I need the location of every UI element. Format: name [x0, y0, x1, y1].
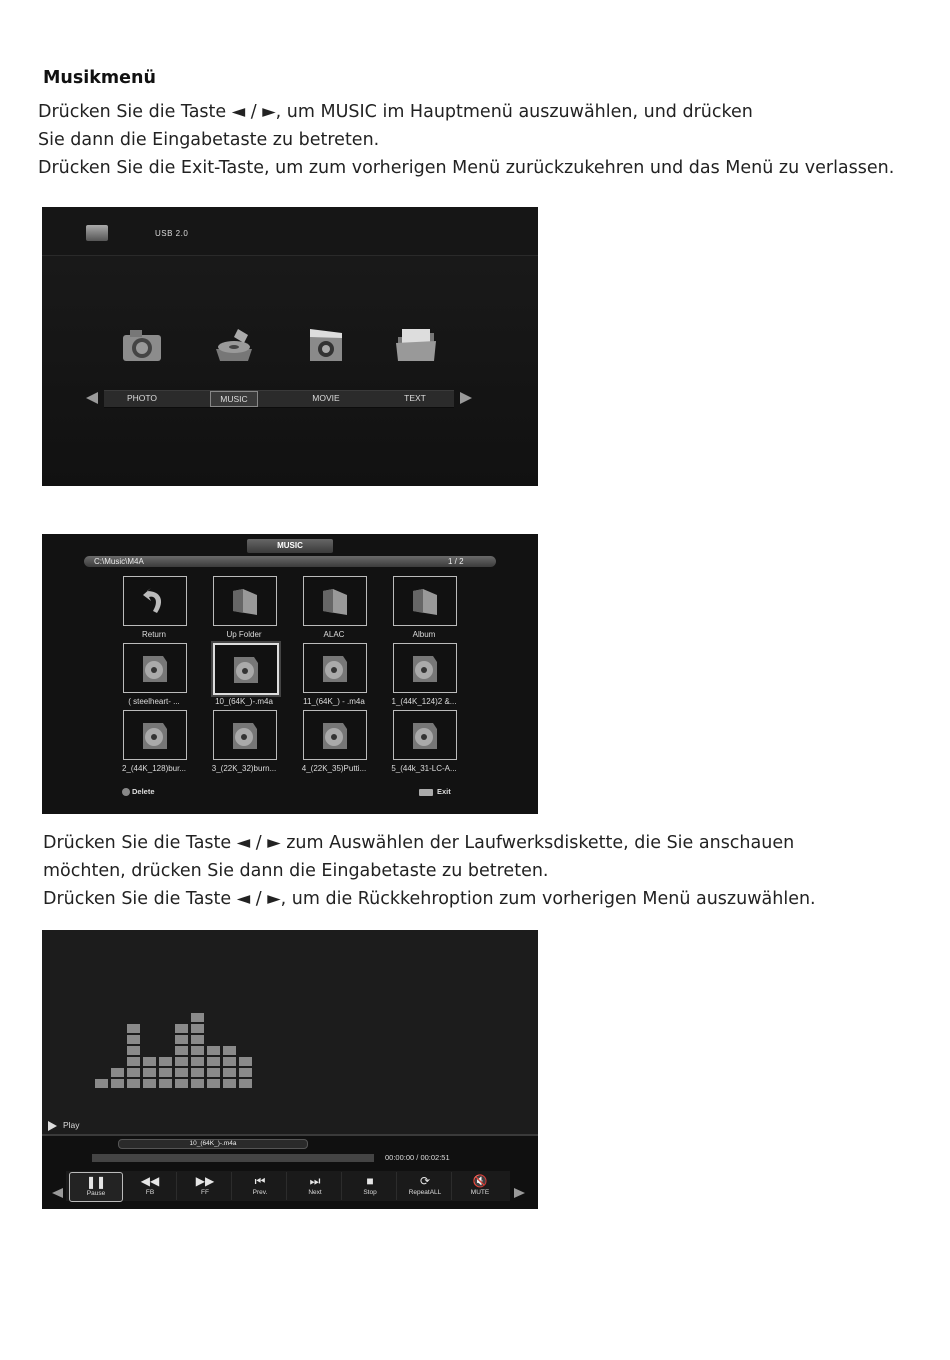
equalizer-cell: [143, 1079, 156, 1088]
equalizer-cell: [191, 1024, 204, 1033]
pause-button[interactable]: [69, 1172, 123, 1202]
time-display: 00:00:00 / 00:02:51: [385, 1153, 450, 1162]
tile-label: 4_(22K_35)Putti...: [301, 764, 367, 773]
equalizer-cell: [191, 1079, 204, 1088]
intro-line: Drücken Sie die Taste ◄ / ►, um MUSIC im Hauptmenü auszuwählen, und drücken: [38, 102, 753, 122]
nav-right-arrow[interactable]: [460, 392, 472, 404]
equalizer-cell: [207, 1046, 220, 1055]
intro-line: Sie dann die Eingabetaste zu betreten.: [38, 130, 380, 150]
music-browser-screenshot: [42, 534, 538, 814]
equalizer-cell: [191, 1046, 204, 1055]
equalizer-cell: [127, 1046, 140, 1055]
device-label: USB 2.0: [155, 229, 189, 238]
fast-forward-label: FF: [201, 1189, 209, 1196]
music-file-icon: [321, 652, 349, 684]
tile-music-file-selected[interactable]: [213, 643, 279, 695]
nav-left-arrow[interactable]: [86, 392, 98, 404]
section-heading: Musikmenü: [43, 68, 156, 88]
path-bar: [84, 556, 496, 567]
equalizer-cell: [127, 1079, 140, 1088]
progress-bar[interactable]: [92, 1154, 374, 1162]
delete-key-icon: [122, 788, 130, 796]
tile-label: Up Folder: [226, 630, 262, 639]
next-button[interactable]: [289, 1172, 342, 1200]
tile-music-file[interactable]: [123, 710, 187, 760]
tile-music-file[interactable]: [393, 643, 457, 693]
fast-backward-label: FB: [145, 1189, 155, 1196]
music-file-icon: [141, 719, 169, 751]
tile-music-file[interactable]: [123, 643, 187, 693]
intro-paragraph: [38, 98, 894, 182]
music-file-icon: [141, 652, 169, 684]
usb-icon: [86, 225, 108, 241]
instruction-line: Drücken Sie die Taste ◄ / ►, um die Rückkehroption zum vorherigen Menü auszuwählen.: [43, 889, 816, 909]
folder-icon[interactable]: [394, 325, 438, 365]
repeat-icon: ⟳: [419, 1174, 431, 1188]
tile-label: 10_(64K_)-.m4a: [215, 697, 273, 706]
menu-item-movie[interactable]: MOVIE: [312, 393, 340, 403]
equalizer-cell: [159, 1068, 172, 1077]
tile-label: Album: [412, 630, 436, 639]
exit-hint[interactable]: Exit: [437, 787, 451, 796]
music-file-icon: [231, 719, 259, 751]
equalizer-cell: [175, 1068, 188, 1077]
folder-path: C:\Music\M4A: [94, 557, 144, 566]
next-label: Next: [308, 1189, 322, 1196]
equalizer-cell: [127, 1035, 140, 1044]
equalizer-cell: [159, 1079, 172, 1088]
equalizer-cell: [175, 1024, 188, 1033]
fast-backward-icon: ◀◀: [140, 1174, 160, 1188]
controls-left-arrow[interactable]: [52, 1188, 63, 1198]
tile-label: ( steelheart- ...: [128, 697, 180, 706]
equalizer-cell: [239, 1079, 252, 1088]
stop-label: Stop: [363, 1189, 377, 1196]
fast-forward-button[interactable]: [179, 1172, 232, 1200]
equalizer-cell: [159, 1057, 172, 1066]
next-icon: ⏭: [309, 1174, 321, 1188]
music-file-icon: [411, 719, 439, 751]
tile-label: ALAC: [323, 630, 345, 639]
pause-label: Pause: [86, 1190, 106, 1197]
exit-key-icon: [419, 789, 433, 796]
tile-return[interactable]: [123, 576, 187, 626]
tile-album[interactable]: [393, 576, 457, 626]
previous-button[interactable]: [234, 1172, 287, 1200]
menu-item-photo[interactable]: PHOTO: [126, 393, 158, 403]
clapperboard-icon[interactable]: [304, 325, 348, 365]
tile-music-file[interactable]: [303, 710, 367, 760]
play-icon: [48, 1121, 57, 1131]
equalizer-cell: [191, 1068, 204, 1077]
fast-forward-icon: ▶▶: [195, 1174, 215, 1188]
top-bar: [42, 207, 538, 256]
tile-label: 2_(44K_128)bur...: [121, 764, 187, 773]
camera-icon[interactable]: [120, 325, 164, 365]
equalizer-cell: [111, 1068, 124, 1077]
menu-item-text[interactable]: TEXT: [404, 393, 426, 403]
folder-icon: [411, 585, 439, 617]
music-file-icon: [232, 653, 260, 685]
equalizer-cell: [143, 1068, 156, 1077]
equalizer-cell: [175, 1046, 188, 1055]
equalizer-cell: [127, 1057, 140, 1066]
equalizer-cell: [223, 1068, 236, 1077]
equalizer-cell: [191, 1057, 204, 1066]
equalizer-cell: [95, 1079, 108, 1088]
track-name: 10_(64K_)-.m4a: [189, 1140, 237, 1147]
browser-title: MUSIC: [247, 539, 333, 553]
equalizer-cell: [191, 1013, 204, 1022]
music-file-icon: [321, 719, 349, 751]
repeat-label: RepeatALL: [408, 1189, 442, 1196]
fast-backward-button[interactable]: [124, 1172, 177, 1200]
music-player-icon[interactable]: [212, 325, 256, 365]
repeat-button[interactable]: [399, 1172, 452, 1200]
folder-icon: [231, 585, 259, 617]
return-icon: [141, 585, 169, 617]
folder-icon: [321, 585, 349, 617]
tile-label: 1_(44K_124)2 &...: [391, 697, 457, 706]
equalizer-cell: [143, 1057, 156, 1066]
tile-label: 5_(44k_31-LC-A...: [391, 764, 457, 773]
previous-icon: ⏮: [254, 1174, 266, 1188]
mute-button[interactable]: [454, 1172, 506, 1200]
previous-label: Prev.: [252, 1189, 268, 1196]
equalizer-cell: [127, 1068, 140, 1077]
equalizer-cell: [223, 1057, 236, 1066]
tile-music-file[interactable]: [393, 710, 457, 760]
equalizer-cell: [239, 1057, 252, 1066]
equalizer-cell: [111, 1079, 124, 1088]
mute-label: MUTE: [470, 1189, 490, 1196]
equalizer-cell: [207, 1079, 220, 1088]
tile-label: 11_(64K_) - .m4a: [303, 697, 365, 706]
equalizer-cell: [175, 1079, 188, 1088]
tile-music-file[interactable]: [213, 710, 277, 760]
equalizer-cell: [239, 1068, 252, 1077]
tile-label: 3_(22K_32)burn...: [211, 764, 277, 773]
instructions-paragraph: [43, 829, 816, 913]
tile-label: Return: [141, 630, 166, 639]
tile-alac[interactable]: [303, 576, 367, 626]
music-file-icon: [411, 652, 439, 684]
music-player-screenshot: [42, 930, 538, 1209]
stop-button[interactable]: [344, 1172, 397, 1200]
playback-status: Play: [63, 1120, 80, 1130]
equalizer-cell: [223, 1079, 236, 1088]
equalizer-cell: [175, 1057, 188, 1066]
instruction-line: möchten, drücken Sie dann die Eingabetaste zu betreten.: [43, 861, 549, 881]
instruction-line: Drücken Sie die Taste ◄ / ► zum Auswählen der Laufwerksdiskette, die Sie anschauen: [43, 833, 795, 853]
equalizer-cell: [175, 1035, 188, 1044]
intro-line: Drücken Sie die Exit-Taste, um zum vorherigen Menü zurückzukehren und das Menü zu verlassen.: [38, 158, 895, 178]
equalizer-cell: [127, 1024, 140, 1033]
delete-hint[interactable]: Delete: [132, 787, 155, 796]
stop-icon: ■: [366, 1174, 374, 1188]
controls-right-arrow[interactable]: [514, 1188, 525, 1198]
menu-item-music[interactable]: MUSIC: [210, 391, 258, 407]
page-indicator: 1 / 2: [448, 557, 464, 566]
mute-icon: 🔇: [472, 1174, 488, 1188]
equalizer-cell: [191, 1035, 204, 1044]
pause-icon: ❚❚: [85, 1175, 107, 1189]
tile-music-file[interactable]: [303, 643, 367, 693]
equalizer-cell: [207, 1057, 220, 1066]
equalizer-cell: [207, 1068, 220, 1077]
tile-up-folder[interactable]: [213, 576, 277, 626]
main-menu-screenshot: [42, 207, 538, 486]
equalizer-cell: [223, 1046, 236, 1055]
